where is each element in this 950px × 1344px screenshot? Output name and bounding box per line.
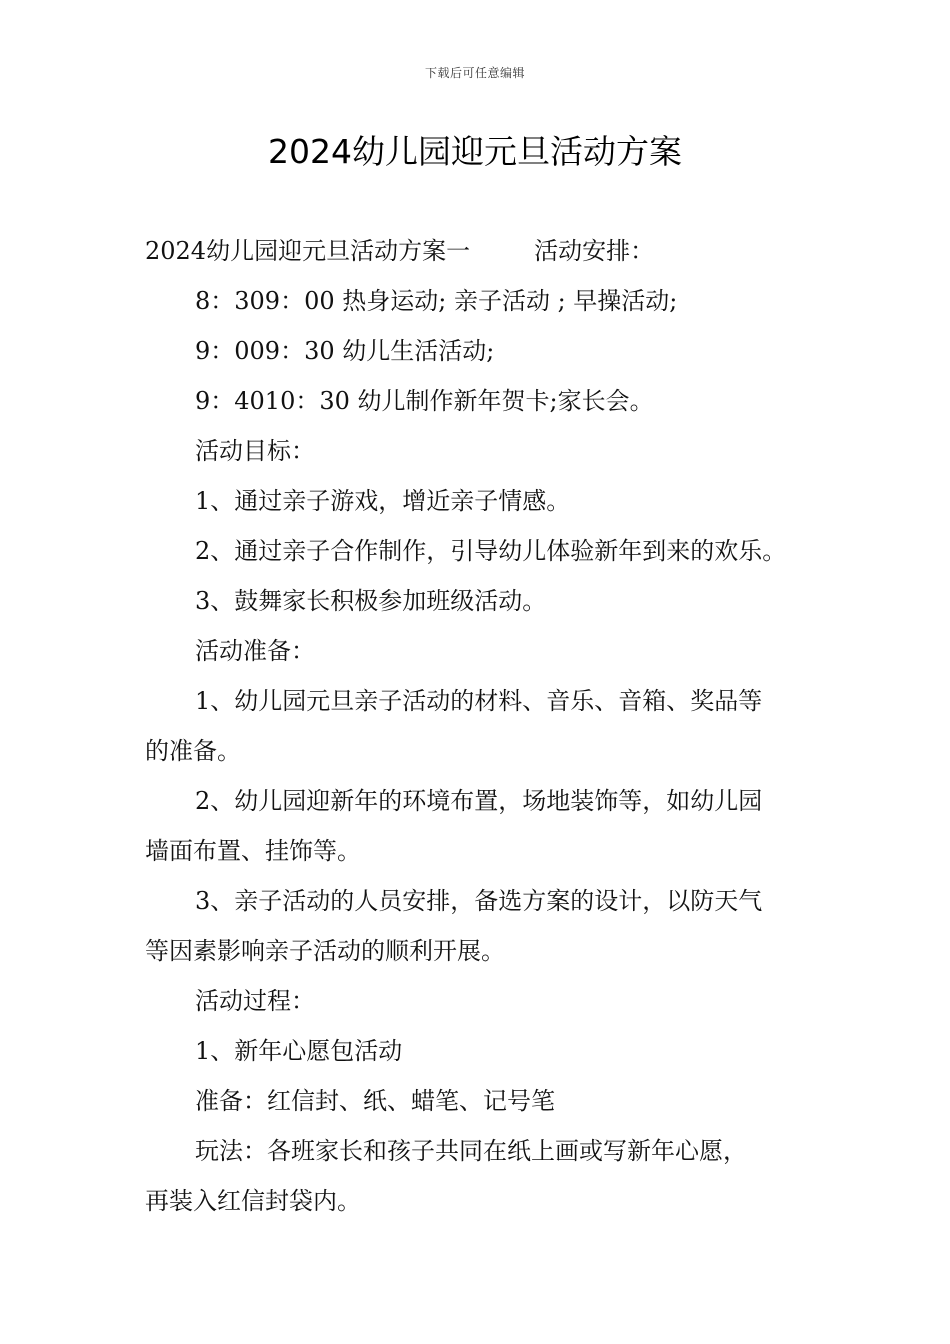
header-note: 下载后可任意编辑 <box>424 66 525 80</box>
process-step-play: 玩法：各班家长和孩子共同在纸上画或写新年心愿， <box>195 1137 747 1165</box>
document-body <box>145 226 810 1226</box>
preparation-item: 2、幼儿园迎新年的环境布置，场地装饰等，如幼儿园 <box>195 787 763 815</box>
goal-item: 2、通过亲子合作制作，引导幼儿体验新年到来的欢乐。 <box>195 537 787 565</box>
intro-line <box>145 226 810 276</box>
schedule-item: 9：4010：30 幼儿制作新年贺卡;家长会。 <box>195 387 654 415</box>
preparation-item: 1、幼儿园元旦亲子活动的材料、音乐、音箱、奖品等 <box>195 687 763 715</box>
process-heading: 活动过程： <box>195 987 315 1015</box>
preparation-item-continuation: 的准备。 <box>145 737 241 765</box>
arrangement-label: 活动安排： <box>534 237 655 265</box>
preparation-heading: 活动准备： <box>195 637 315 665</box>
preparation-item: 3、亲子活动的人员安排，备选方案的设计，以防天气 <box>195 887 763 915</box>
intro-subtitle: 2024幼儿园迎元旦活动方案一 <box>145 237 471 265</box>
process-step-play-continuation: 再装入红信封袋内。 <box>145 1187 361 1215</box>
preparation-item-continuation: 等因素影响亲子活动的顺利开展。 <box>145 937 505 965</box>
schedule-item: 8：309：00 热身运动; 亲子活动 ; 早操活动; <box>195 287 678 315</box>
goal-item: 3、鼓舞家长积极参加班级活动。 <box>195 587 547 615</box>
goal-item: 1、通过亲子游戏，增近亲子情感。 <box>195 487 571 515</box>
process-step-prep: 准备：红信封、纸、蜡笔、记号笔 <box>195 1087 555 1115</box>
schedule-item: 9：009：30 幼儿生活活动; <box>195 337 495 365</box>
document-title: 2024幼儿园迎元旦活动方案 <box>268 132 682 171</box>
preparation-item-continuation: 墙面布置、挂饰等。 <box>145 837 361 865</box>
goals-heading: 活动目标： <box>195 437 315 465</box>
process-step-title: 1、新年心愿包活动 <box>195 1037 403 1065</box>
